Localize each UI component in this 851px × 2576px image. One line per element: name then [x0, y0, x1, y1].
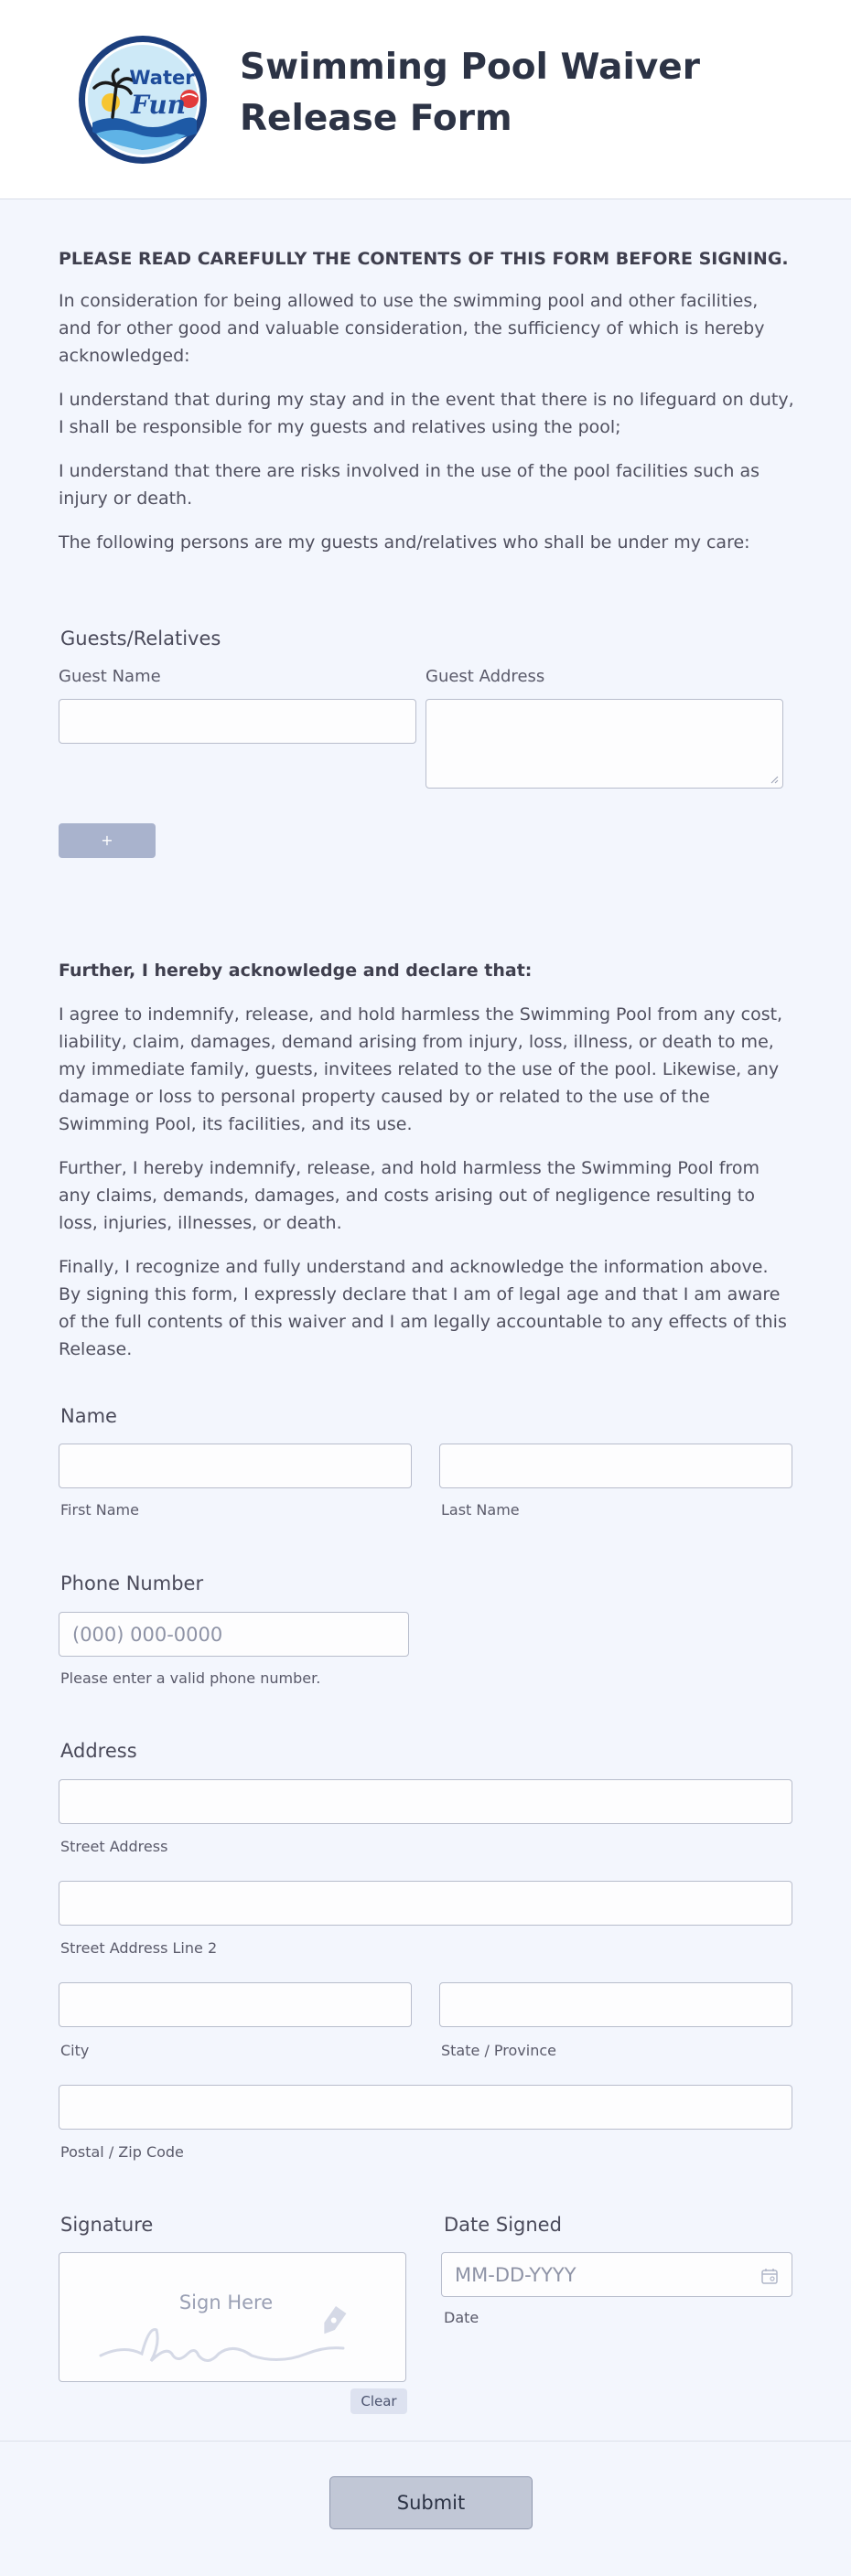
last-name-input[interactable] [439, 1444, 792, 1488]
date-sublabel: Date [444, 2309, 479, 2326]
date-placeholder: MM-DD-YYYY [455, 2263, 576, 2286]
declaration-paragraph-1: I agree to indemnify, release, and hold harmless the Swimming Pool from any cost, liability, claim, damages, demand arising from injury, loss, illness, or death to me, my immediate family, guests, invitees related to the use of the pool. Likewise, any damage or loss to personal property caused by or related to the use of the Swimming Pool, its facilities, and its use. [59, 1004, 783, 1134]
city-input[interactable] [59, 1982, 412, 2027]
date-signed-input[interactable] [441, 2252, 792, 2297]
submit-button[interactable]: Submit [329, 2476, 533, 2529]
address-label: Address [60, 1740, 137, 1762]
guest-address-textarea[interactable] [426, 699, 783, 789]
first-name-sublabel: First Name [60, 1501, 139, 1519]
phone-placeholder: (000) 000-0000 [72, 1623, 223, 1646]
street-address-line2-input[interactable] [59, 1881, 792, 1926]
signature-pad-prompt: Sign Here [178, 2292, 274, 2313]
intro-heading: PLEASE READ CAREFULLY THE CONTENTS OF THIS FORM BEFORE SIGNING. [59, 249, 789, 269]
pool-logo-icon [76, 33, 210, 166]
zip-code-sublabel: Postal / Zip Code [60, 2143, 184, 2161]
form-header [0, 0, 851, 199]
form-title: Swimming Pool Waiver Release Form [240, 47, 700, 139]
intro-paragraph-3: I understand that there are risks involved in the use of the pool facilities such as injury or death. [59, 461, 759, 509]
intro-paragraph-4: The following persons are my guests and/relatives who shall be under my care: [59, 532, 750, 553]
street-address-sublabel: Street Address [60, 1838, 168, 1855]
logo-text-water: Water [129, 67, 195, 89]
date-signed-label: Date Signed [444, 2214, 562, 2236]
street-address-line2-sublabel: Street Address Line 2 [60, 1939, 218, 1957]
intro-paragraph-1: In consideration for being allowed to use the swimming pool and other facilities, and for other good and valuable consideration, the sufficiency of which is hereby acknowledged: [59, 291, 765, 366]
guest-name-label: Guest Name [59, 667, 161, 686]
declaration-paragraph-2: Further, I hereby indemnify, release, and hold harmless the Swimming Pool from any claims, demands, damages, and costs arising out of negligence resulting to loss, injuries, illnesses, or death. [59, 1158, 759, 1233]
signature-pad[interactable] [59, 2252, 406, 2382]
calendar-icon[interactable] [760, 2267, 779, 2285]
phone-label: Phone Number [60, 1572, 204, 1594]
resize-grip-icon[interactable] [770, 775, 779, 784]
phone-hint: Please enter a valid phone number. [60, 1669, 321, 1687]
state-input[interactable] [439, 1982, 792, 2027]
city-sublabel: City [60, 2042, 90, 2059]
footer-divider [0, 2441, 851, 2442]
first-name-input[interactable] [59, 1444, 412, 1488]
clear-signature-button[interactable]: Clear [350, 2388, 407, 2414]
declaration-heading: Further, I hereby acknowledge and declare that: [59, 961, 533, 981]
guests-section-label: Guests/Relatives [60, 628, 221, 649]
signature-label: Signature [60, 2214, 154, 2236]
add-guest-button[interactable]: + [59, 823, 156, 858]
zip-code-input[interactable] [59, 2085, 792, 2130]
name-label: Name [60, 1405, 117, 1427]
intro-paragraph-2: I understand that during my stay and in the event that there is no lifeguard on duty, I shall be responsible for my guests and relatives using the pool; [59, 390, 794, 437]
street-address-input[interactable] [59, 1779, 792, 1824]
guest-address-label: Guest Address [426, 667, 545, 686]
logo-text-fun: Fun [130, 90, 187, 120]
phone-input[interactable] [59, 1612, 409, 1657]
declaration-paragraph-3: Finally, I recognize and fully understand and acknowledge the information above. By signing this form, I expressly declare that I am of legal age and that I am aware of the full contents of this waiver and I am legally accountable to any effects of this Release. [59, 1257, 787, 1359]
guest-name-input[interactable] [59, 699, 416, 744]
last-name-sublabel: Last Name [441, 1501, 520, 1519]
state-sublabel: State / Province [441, 2042, 556, 2059]
